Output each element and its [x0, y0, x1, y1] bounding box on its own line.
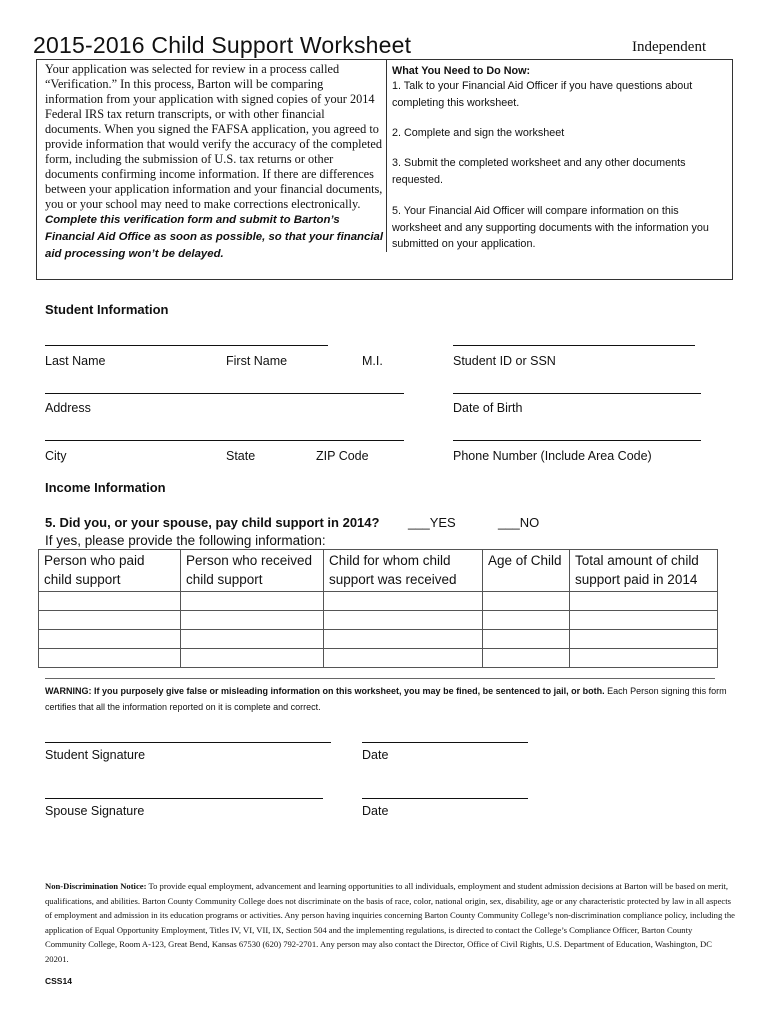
table-cell[interactable] [483, 592, 570, 611]
phone-field-line[interactable] [453, 440, 701, 441]
student-id-field-line[interactable] [453, 345, 695, 346]
warning-rest: Each Person signing this form certifies that all the information reported on it is complete and correct. [45, 686, 727, 712]
steps-heading: What You Need to Do Now: [392, 65, 531, 77]
table-row [39, 630, 718, 649]
table-header-row [39, 550, 718, 592]
phone-label: Phone Number (Include Area Code) [453, 449, 652, 463]
notice-label: Non-Discrimination Notice: [45, 881, 147, 891]
spouse-date-label: Date [362, 804, 389, 818]
income-info-heading: Income Information [45, 480, 166, 495]
student-date-line[interactable] [362, 742, 528, 743]
table-cell[interactable] [570, 630, 718, 649]
table-cell[interactable] [39, 649, 181, 668]
col-header-payer: Person who paid child support [39, 550, 181, 592]
non-discrimination-notice [45, 879, 735, 966]
table-cell[interactable] [570, 592, 718, 611]
table-row [39, 592, 718, 611]
col-header-amount: Total amount of child support paid in 2014 [570, 550, 718, 592]
dependency-status: Independent [632, 39, 707, 55]
zip-label: ZIP Code [316, 449, 369, 463]
spouse-signature-line[interactable] [45, 798, 323, 799]
step-3: 3. Submit the completed worksheet and any other documents requested. [392, 157, 686, 186]
dob-label: Date of Birth [453, 401, 523, 415]
table-cell[interactable] [181, 592, 324, 611]
table-cell[interactable] [324, 649, 483, 668]
if-yes-instruction: If yes, please provide the following information: [45, 533, 326, 548]
step-1: 1. Talk to your Financial Aid Officer if you have questions about completing this worksheet. [392, 80, 693, 109]
intro-divider [386, 59, 387, 252]
table-cell[interactable] [181, 649, 324, 668]
address-field-line[interactable] [45, 393, 404, 394]
verification-body: Your application was selected for review in a process called “Verification.” In this process, Barton will be comparing information from your application with signed copies of your 2014 Federal IRS tax return transcripts, or with other financial documents. When you signed the FAFSA application, you agreed to provide information that would verify the accuracy of the completed form, including the submission of U.S. tax returns or other documents confirming income information. If there are differences between your application information and your financial documents, you or your school may need to make corrections electronically. [45, 62, 383, 211]
form-code: CSS14 [45, 976, 72, 986]
col-header-recipient: Person who received child support [181, 550, 324, 592]
table-cell[interactable] [324, 611, 483, 630]
table-row [39, 611, 718, 630]
table-cell[interactable] [570, 649, 718, 668]
yes-option[interactable]: ___YES [408, 515, 456, 530]
step-2: 2. Complete and sign the worksheet [392, 127, 565, 139]
warning-text [45, 683, 735, 715]
notice-text: To provide equal employment, advancement and learning opportunities to all individuals, employment and student admission decisions at Barton will be based on merit, qualifications, and abilities. Barton County Community College does not discriminate on the basis of race, color, national origin, sex, disability, age or any characteristic protected by law in all aspects of employment and admission in its education programs or activities. Any person having inquiries concerning Barton County Community College’s non-discrimination compliance policy, including the application of Equal Opportunity Employment, Titles IV, VI, VII, IX, Section 504 and the implementing regulations, is directed to contact the College’s Compliance Officer, Barton County Community College, Room A-123, Great Bend, Kansas 67530 (620) 792-2701. Any person may also contact the Director, Office of Civil Rights, U.S. Department of Education, Washington, DC 20201. [45, 881, 735, 964]
dob-field-line[interactable] [453, 393, 701, 394]
child-support-question: 5. Did you, or your spouse, pay child support in 2014? [45, 515, 380, 530]
spouse-date-line[interactable] [362, 798, 528, 799]
no-option[interactable]: ___NO [498, 515, 540, 530]
table-row [39, 649, 718, 668]
first-name-label: First Name [226, 354, 288, 368]
table-cell[interactable] [483, 649, 570, 668]
table-cell[interactable] [483, 611, 570, 630]
student-signature-label: Student Signature [45, 748, 146, 762]
table-cell[interactable] [39, 630, 181, 649]
warning-bold: WARNING: If you purposely give false or misleading information on this worksheet, you may be fined, be sentenced to jail, or both. [45, 686, 605, 696]
state-label: State [226, 449, 256, 463]
table-cell[interactable] [39, 611, 181, 630]
verification-emphasis: Complete this verification form and submit to Barton’s Financial Aid Office as soon as possible, so that your financial aid processing won’t be delayed. [45, 214, 384, 260]
table-cell[interactable] [39, 592, 181, 611]
student-signature-line[interactable] [45, 742, 331, 743]
step-5: 5. Your Financial Aid Officer will compare information on this worksheet and any supporting documents with the information you submitted on your application. [392, 205, 709, 250]
student-id-label: Student ID or SSN [453, 354, 556, 368]
last-name-label: Last Name [45, 354, 106, 368]
separator-line [45, 678, 715, 679]
student-info-heading: Student Information [45, 302, 169, 317]
table-cell[interactable] [181, 611, 324, 630]
city-label: City [45, 449, 67, 463]
city-state-zip-field-line[interactable] [45, 440, 404, 441]
col-header-child: Child for whom child support was received [324, 550, 483, 592]
mi-label: M.I. [362, 354, 383, 368]
table-cell[interactable] [324, 630, 483, 649]
table-cell[interactable] [570, 611, 718, 630]
address-label: Address [45, 401, 91, 415]
page-title: 2015-2016 Child Support Worksheet [33, 32, 412, 58]
verification-explanation [45, 62, 383, 263]
child-support-table [38, 549, 718, 668]
table-cell[interactable] [483, 630, 570, 649]
col-header-age: Age of Child [483, 550, 570, 592]
table-cell[interactable] [324, 592, 483, 611]
student-date-label: Date [362, 748, 389, 762]
name-field-line[interactable] [45, 345, 328, 346]
table-cell[interactable] [181, 630, 324, 649]
spouse-signature-label: Spouse Signature [45, 804, 145, 818]
